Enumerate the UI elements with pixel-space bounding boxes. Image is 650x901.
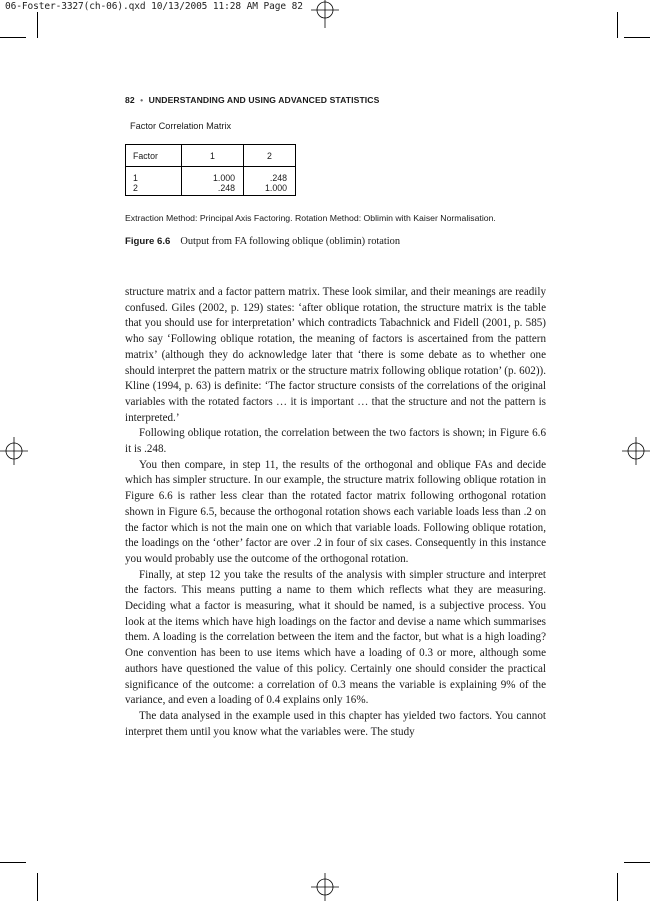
table-header-factor: Factor	[126, 145, 182, 167]
table-title: Factor Correlation Matrix	[130, 121, 232, 131]
table-cell: .248	[269, 173, 287, 183]
crop-mark-top-left-horizontal	[0, 37, 26, 38]
column-2-cells	[244, 167, 296, 196]
running-head-separator: •	[140, 96, 144, 105]
paragraph: Following oblique rotation, the correlation between the two factors is shown; in Figure 6.6 it is .248.	[125, 427, 546, 456]
crop-mark-bottom-left-horizontal	[0, 862, 26, 863]
crop-mark-top-left-vertical	[37, 12, 38, 38]
crop-mark-bottom-right-vertical	[617, 873, 618, 901]
running-head-title: UNDERSTANDING AND USING ADVANCED STATISTICS	[148, 95, 380, 105]
table-header-row	[126, 145, 296, 167]
table-body-row	[126, 167, 296, 196]
figure-label: Figure 6.6	[125, 236, 171, 247]
factor-column-cells	[126, 167, 182, 196]
table-header-2: 2	[244, 145, 296, 167]
crop-mark-bottom-left-vertical	[37, 873, 38, 901]
figure-caption	[125, 236, 400, 247]
paragraph: structure matrix and a factor pattern matrix. These look similar, and their meanings are readily confused. Giles (2002, p. 129) states: ‘after oblique rotation, the structure matrix is the table that you should use for interpretation’ which contradicts Tabachnick and Fidell (2001, p. 585) who say ‘Following oblique rotation, the meaning of factors is ascertained from the pattern matrix’ (although they do acknowledge later that ‘there is some debate as to whether one should interpret the pattern matrix or the structure matrix following oblique rotation’ (p. 602)). Kline (1994, p. 63) is definite: ‘The factor structure consists of the correlations of the original variables with the rotated factors … it is important … that the structure and not the pattern is interpreted.’	[125, 286, 546, 424]
paragraph: You then compare, in step 11, the results of the orthogonal and oblique FAs and decide which has simpler structure. In our example, the structure matrix following oblique rotation in Figure 6.6 is rather less clear than the rotated factor matrix following orthogonal rotation shown in Figure 6.5, because the orthogonal rotation shows each variable loads less than .2 on the factor which is not the main one on which that variable loads. Following oblique rotation, the loadings on the ‘other’ factor are over .2 in four of six cases. Consequently in this instance you would probably use the outcome of the orthogonal rotation.	[125, 458, 546, 565]
table-cell: .248	[217, 183, 235, 193]
table-header-1: 1	[182, 145, 244, 167]
table-cell: 2	[133, 183, 138, 193]
registration-mark-left-icon	[0, 437, 28, 465]
table-cell: 1	[133, 173, 138, 183]
printer-slug: 06-Foster-3327(ch-06).qxd 10/13/2005 11:28 AM Page 82	[5, 1, 303, 12]
crop-mark-top-right-vertical	[617, 12, 618, 38]
figure-caption-text: Output from FA following oblique (oblimin) rotation	[180, 236, 401, 247]
table-cell: 1.000	[212, 173, 235, 183]
factor-correlation-table	[125, 144, 296, 196]
page-number: 82	[125, 95, 135, 105]
registration-mark-right-icon	[622, 437, 650, 465]
registration-mark-bottom-icon	[311, 873, 339, 901]
column-1-cells	[182, 167, 244, 196]
running-head	[125, 95, 379, 105]
registration-mark-top-icon	[311, 0, 339, 28]
paragraph: Finally, at step 12 you take the results of the analysis with simpler structure and interpret the factors. This means putting a name to them which reflects what they are measuring. Deciding what a factor is measuring, what it should be named, is a subjective process. You look at the items which have high loadings on the factor and devise a name which summarises them. A loading is the correlation between the item and the factor, but what is a high loading? One convention has been to use items which have a loading of 0.3 or more, although some authors have questioned the value of this policy. Certainly one should consider the practical significance of the outcome: a correlation of 0.3 means the variable is explaining 9% of the variance, and even a loading of 0.4 explains only 16%.	[125, 568, 546, 707]
body-text	[125, 285, 546, 740]
extraction-note: Extraction Method: Principal Axis Factoring. Rotation Method: Oblimin with Kaiser Normalisation.	[125, 213, 496, 223]
table-cell: 1.000	[264, 183, 287, 193]
crop-mark-bottom-right-horizontal	[624, 862, 650, 863]
paragraph: The data analysed in the example used in this chapter has yielded two factors. You cannot interpret them until you know what the variables were. The study	[125, 709, 546, 738]
crop-mark-top-right-horizontal	[624, 37, 650, 38]
